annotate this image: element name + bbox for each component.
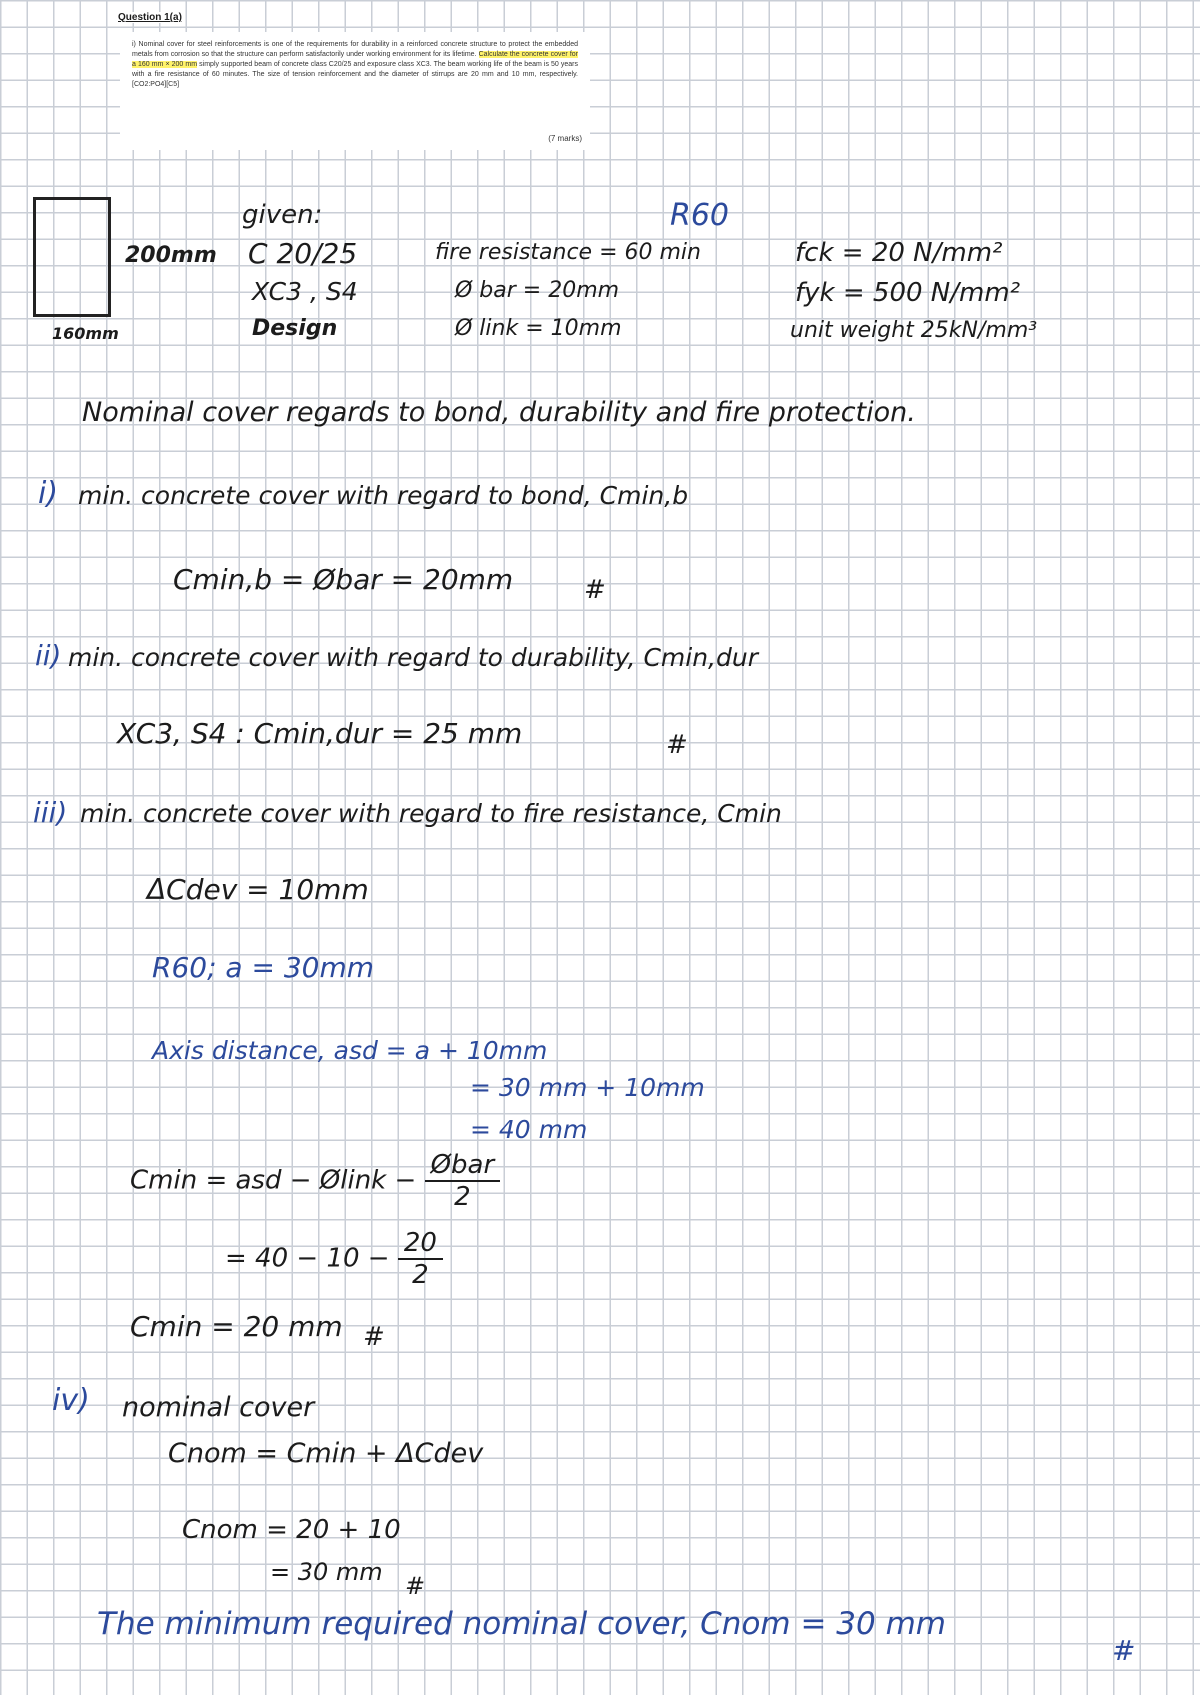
beam-width-label: 160mm <box>52 324 119 343</box>
step4-answer-mark: # <box>405 1572 426 1600</box>
step3-result: Cmin = 20 mm <box>130 1310 343 1343</box>
given-r60: R60 <box>670 198 730 233</box>
conclusion-line: The minimum required nominal cover, Cnom = 30 mm <box>97 1606 946 1642</box>
step2-number: ii) <box>35 639 62 672</box>
step3-calc-fraction <box>398 1228 443 1290</box>
step3-calc <box>225 1228 443 1290</box>
step3-cmin-formula <box>130 1150 500 1212</box>
step4-calc: Cnom = 20 + 10 <box>182 1515 401 1545</box>
step2-heading: min. concrete cover with regard to durability, Cmin,dur <box>68 643 758 672</box>
step3-cmin-numerator: Øbar <box>425 1150 501 1182</box>
step1-heading: min. concrete cover with regard to bond, Cmin,b <box>78 481 689 510</box>
conclusion-mark: # <box>1112 1634 1136 1667</box>
step3-axis-distance-2: = 30 mm + 10mm <box>470 1073 705 1102</box>
beam-height-label: 200mm <box>125 243 217 268</box>
given-exposure: XC3 , S4 <box>252 277 358 306</box>
step3-axis-distance-3: = 40 mm <box>470 1115 588 1144</box>
given-label: given: <box>242 200 323 230</box>
beam-section-sketch <box>33 197 111 317</box>
given-fck: fck = 20 N/mm² <box>795 238 1003 268</box>
given-unit-weight: unit weight 25kN/mm³ <box>790 318 1038 343</box>
step1-answer-mark: # <box>584 575 606 605</box>
question-text <box>132 40 578 90</box>
step1-equation: Cmin,b = Øbar = 20mm <box>173 563 514 596</box>
question-highlight: Calculate the concrete cover for a 160 mm × 200 mm <box>132 51 578 68</box>
question-box <box>120 32 590 150</box>
step1-number: i) <box>38 476 59 511</box>
intro-line: Nominal cover regards to bond, durability and fire protection. <box>82 397 916 428</box>
step2-equation: XC3, S4 : Cmin,dur = 25 mm <box>117 717 523 750</box>
step4-heading: nominal cover <box>122 1392 315 1423</box>
given-phi-bar: Ø bar = 20mm <box>455 278 620 303</box>
step4-number: iv) <box>52 1383 90 1418</box>
step4-equation: Cnom = Cmin + ΔCdev <box>168 1438 484 1469</box>
given-fire-resistance: fire resistance = 60 min <box>435 240 701 265</box>
question-text-after: simply supported beam of concrete class C20/25 and exposure class XC3. The beam working life of the beam is 50 years with a fire resistance of 60 minutes. The size of tension reinforcement and the diameter of stirrups are 20 mm and 10 mm, respectively. [CO2:PO4][C5] <box>132 61 579 88</box>
question-text-before: i) Nominal cover for steel reinforcements is one of the requirements for durability in a reinforced concrete structure to protect the embedded metals from corrosion so that the structure can perform satisfactorily under working environment for its lifetime. <box>132 41 578 58</box>
step3-calc-numerator: 20 <box>398 1228 443 1260</box>
step3-r60-axis: R60; a = 30mm <box>152 951 375 984</box>
step3-number: iii) <box>33 796 68 829</box>
step3-cmin-denominator: 2 <box>454 1182 471 1212</box>
given-concrete-class: C 20/25 <box>248 237 358 270</box>
step3-heading: min. concrete cover with regard to fire resistance, Cmin <box>80 799 782 828</box>
step3-calc-denominator: 2 <box>412 1260 429 1290</box>
step3-cmin-lhs: Cmin = asd − Ølink − <box>130 1165 417 1196</box>
step4-result: = 30 mm <box>270 1558 383 1586</box>
step3-cmin-fraction <box>425 1150 501 1212</box>
step2-answer-mark: # <box>666 730 688 760</box>
step3-deviation: ΔCdev = 10mm <box>147 873 369 906</box>
given-design: Design <box>252 316 338 341</box>
step3-answer-mark: # <box>363 1322 385 1352</box>
question-marks: (7 marks) <box>548 134 582 143</box>
given-fyk: fyk = 500 N/mm² <box>795 278 1021 308</box>
step3-axis-distance: Axis distance, asd = a + 10mm <box>152 1036 548 1065</box>
given-phi-link: Ø link = 10mm <box>455 316 622 341</box>
question-title: Question 1(a) <box>118 12 182 23</box>
step3-calc-lhs: = 40 − 10 − <box>225 1243 390 1274</box>
